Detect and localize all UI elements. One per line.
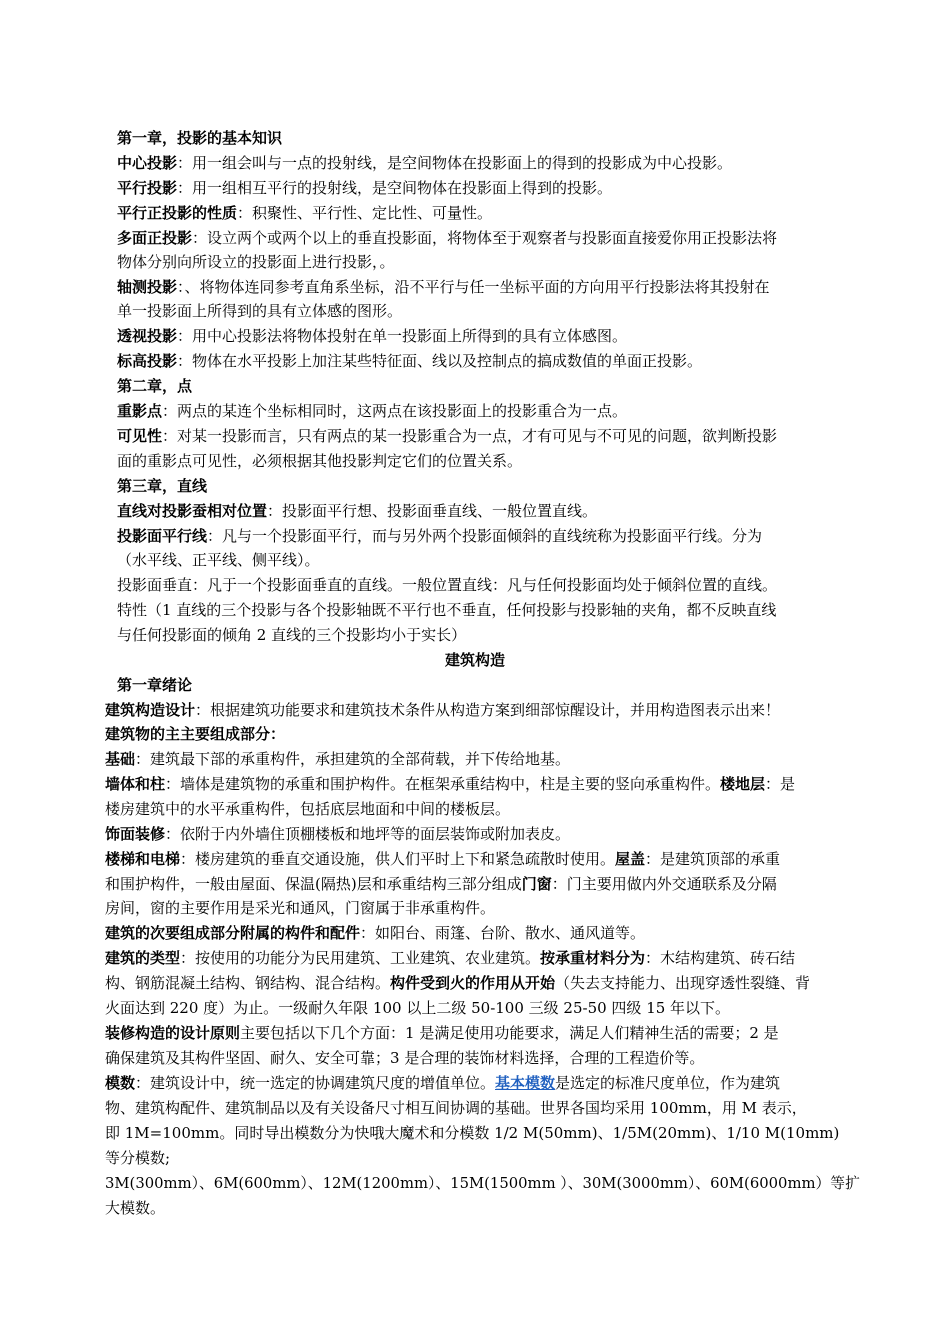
wall-column-line-2: 楼房建筑中的水平承重构件，包括底层地面和中间的楼板层。 <box>105 800 511 818</box>
decoration-principle-line-2: 确保建筑及其构件坚固、耐久、安全可靠；3 是合理的装饰材料选择，合理的工程造价等。 <box>105 1049 705 1067</box>
definition: ：积聚性、平行性、定比性、可量性。 <box>237 204 493 222</box>
definition: ：用中心投影法将物体投射在单一投影面上所得到的具有立体感图。 <box>177 327 628 345</box>
overlap-point-line <box>117 402 627 420</box>
definition: ：依附于内外墙住顶棚楼板和地坪等的面层装饰或附加表皮。 <box>165 825 571 843</box>
definition: ：门主要用做内外交通联系及分隔 <box>551 875 777 893</box>
stair-line-3: 房间，窗的主要作用是采光和通风，门窗属于非承重构件。 <box>105 899 496 917</box>
definition: ：墙体是建筑物的承重和围护构件。在框架承重结构中，柱是主要的竖向承重构件。 <box>165 775 721 793</box>
term: 建筑构造设计 <box>105 701 196 719</box>
axonometric-projection-line-2: 单一投影面上所得到的具有立体感的图形。 <box>117 302 403 320</box>
definition: ：是 <box>765 775 796 793</box>
orthographic-properties-line <box>117 204 492 222</box>
stair-line-2 <box>105 875 777 893</box>
term: 重影点 <box>117 402 163 420</box>
definition: 主要包括以下几个方面：1 是满足使用功能要求，满足人们精神生活的需要；2 是 <box>240 1024 779 1042</box>
definition: ：根据建筑功能要求和建筑技术条件从构造方案到细部惊醒设计，并用构造图表示出来！ <box>195 701 781 719</box>
term: 直线对投影蚕相对位置 <box>117 502 268 520</box>
minor-parts-line <box>105 924 645 942</box>
definition: ：按使用的功能分为民用建筑、工业建筑、农业建筑。 <box>180 949 541 967</box>
foundation-line <box>105 750 570 768</box>
definition: （失去支持能力、出现穿透性裂缝、背 <box>555 974 811 992</box>
module-line <box>105 1074 780 1092</box>
term: 装修构造的设计原则 <box>105 1024 241 1042</box>
definition: ：物体在水平投影上加注某些特征面、线以及控制点的搞成数值的单面正投影。 <box>177 352 703 370</box>
decoration-principle-line <box>105 1024 779 1042</box>
definition: 构、钢筋混凝土结构、钢结构、混合结构。 <box>105 974 391 992</box>
visibility-line <box>117 427 777 445</box>
definition: ：两点的某连个坐标相同时，这两点在该投影面上的投影重合为一点。 <box>162 402 628 420</box>
module-line-5: 3M(300mm）、6M(600mm）、12M(1200mm）、15M(1500mm ）、30M(3000mm）、60M(6000mm）等扩 <box>105 1174 860 1192</box>
term: 楼梯和电梯 <box>105 850 181 868</box>
term: 构件受到火的作用从开始 <box>390 974 556 992</box>
parallel-line-def-2: （水平线、正平线、侧平线）。 <box>117 551 320 569</box>
definition: ：用一组相互平行的投射线，是空间物体在投影面上得到的投影。 <box>177 179 613 197</box>
building-type-line-3: 火面达到 220 度）为止。一级耐久年限 100 以上二级 50-100 三级 25-50 四级 15 年以下。 <box>105 999 731 1017</box>
term: 平行正投影的性质 <box>117 204 238 222</box>
features-line: 特性（1 直线的三个投影与各个投影轴既不平行也不垂直，任何投影与投影轴的夹角，都不反映直线 <box>117 601 777 619</box>
term: 平行投影 <box>117 179 178 197</box>
module-line-2: 物、建筑构配件、建筑制品以及有关设备尺寸相互间协调的基础。世界各国均采用 100mm，用 M 表示， <box>105 1099 807 1117</box>
section-heading: 建筑构造 <box>444 651 505 669</box>
definition: ：设立两个或两个以上的垂直投影面，将物体至于观察者与投影面直接爱你用正投影法将 <box>192 229 778 247</box>
term: 基础 <box>105 750 136 768</box>
relative-position-line <box>117 502 597 520</box>
term: 模数 <box>105 1074 136 1092</box>
term: 透视投影 <box>117 327 178 345</box>
parallel-line-def <box>117 527 762 545</box>
term: 屋盖 <box>615 850 646 868</box>
term: 投影面平行线 <box>117 527 208 545</box>
definition: 和围护构件，一般由屋面、保温(隔热)层和承重结构三部分组成 <box>105 875 522 893</box>
elevation-projection-line <box>117 352 702 370</box>
definition: ：、将物体连同参考直角系坐标，沿不平行与任一坐标平面的方向用平行投影法将其投射在 <box>177 278 770 296</box>
term: 门窗 <box>521 875 552 893</box>
term: 轴测投影 <box>117 278 178 296</box>
definition: ：是建筑顶部的承重 <box>645 850 781 868</box>
module-line-4: 等分模数; <box>105 1149 171 1167</box>
module-line-6: 大模数。 <box>105 1199 166 1217</box>
main-parts-colon: ： <box>270 725 286 743</box>
chapter-1-title: 第一章，投影的基本知识 <box>117 129 283 147</box>
definition: ：建筑设计中，统一选定的协调建筑尺度的增值单位。 <box>135 1074 496 1092</box>
features-line-2: 与任何投影面的倾角 2 直线的三个投影均小于实长） <box>117 626 467 644</box>
term: 按承重材料分为 <box>540 949 646 967</box>
building-type-line-2 <box>105 974 810 992</box>
term: 建筑的次要组成部分附属的构件和配件 <box>105 924 361 942</box>
definition: ：投影面平行想、投影面垂直线、一般位置直线。 <box>267 502 598 520</box>
finish-line <box>105 825 570 843</box>
visibility-line-2: 面的重影点可见性，必须根据其他投影判定它们的位置关系。 <box>117 452 523 470</box>
definition: ：楼房建筑的垂直交通设施，供人们平时上下和紧急疏散时使用。 <box>180 850 616 868</box>
definition: 是选定的标准尺度单位，作为建筑 <box>555 1074 781 1092</box>
term: 标高投影 <box>117 352 178 370</box>
construction-design-line <box>105 701 780 719</box>
building-type-line <box>105 949 795 967</box>
stair-line <box>105 850 780 868</box>
central-projection-line <box>117 154 732 172</box>
term: 建筑的类型 <box>105 949 181 967</box>
definition: ：如阳台、雨篷、台阶、散水、通风道等。 <box>360 924 646 942</box>
term: 墙体和柱 <box>105 775 166 793</box>
definition: ：用一组会叫与一点的投射线，是空间物体在投影面上的得到的投影成为中心投影。 <box>177 154 733 172</box>
basic-module-link[interactable]: 基本模数 <box>495 1074 556 1092</box>
main-parts-heading <box>105 725 285 743</box>
term: 可见性 <box>117 427 163 445</box>
wall-column-line <box>105 775 795 793</box>
perpendicular-line-def: 投影面垂直：凡于一个投影面垂直的直线。一般位置直线：凡与任何投影面均处于倾斜位置的直线。 <box>117 576 778 594</box>
parallel-projection-line <box>117 179 612 197</box>
term: 饰面装修 <box>105 825 166 843</box>
definition: ：木结构建筑、砖石结 <box>645 949 796 967</box>
definition: ：对某一投影而言，只有两点的某一投影重合为一点，才有可见与不可见的问题，欲判断投影 <box>162 427 778 445</box>
arch-chapter-1-title: 第一章绪论 <box>117 676 193 694</box>
term: 多面正投影 <box>117 229 193 247</box>
term: 中心投影 <box>117 154 178 172</box>
main-parts-text: 建筑物的主主要组成部分 <box>105 725 271 743</box>
term: 楼地层 <box>720 775 766 793</box>
axonometric-projection-line <box>117 278 770 296</box>
multiview-projection-line <box>117 229 777 247</box>
module-line-3: 即 1M=100mm。同时导出模数分为快哦大魔术和分模数 1/2 M(50mm)、1/5M(20mm)、1/10 M(10mm) <box>105 1124 840 1142</box>
chapter-3-title: 第三章，直线 <box>117 477 208 495</box>
perspective-projection-line <box>117 327 627 345</box>
definition: ：建筑最下部的承重构件，承担建筑的全部荷载，并下传给地基。 <box>135 750 571 768</box>
multiview-projection-line-2: 物体分别向所设立的投影面上进行投影，。 <box>117 253 395 271</box>
chapter-2-title: 第二章，点 <box>117 377 193 395</box>
definition: ：凡与一个投影面平行，而与另外两个投影面倾斜的直线统称为投影面平行线。分为 <box>207 527 763 545</box>
